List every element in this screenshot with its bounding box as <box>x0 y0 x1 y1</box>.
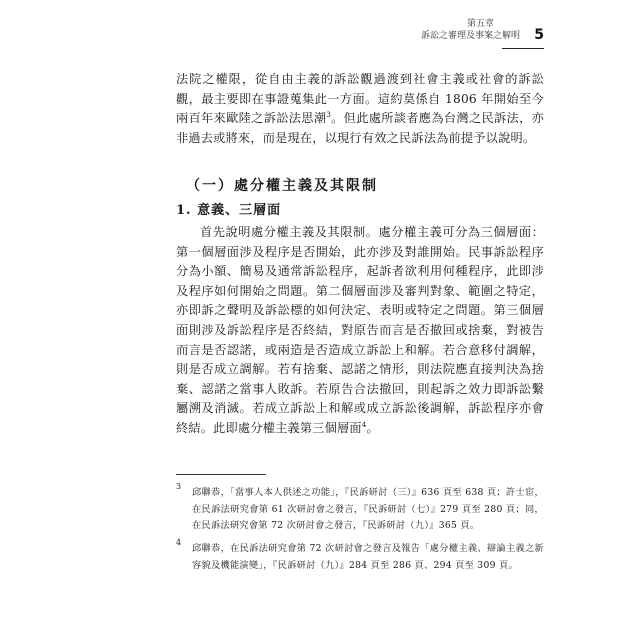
footnote-divider <box>176 474 266 475</box>
footnote-number: 3 <box>176 482 182 491</box>
footnote-number: 4 <box>176 538 182 547</box>
paragraph-disposition-text: 首先說明處分權主義及其限制。處分權主義可分為三個層面：第一個層面涉及程序是否開始，此亦涉及對誰開始。民事訴訟程序分為小額、簡易及通常訴訟程序，起訴者欲利用何種程序，此即涉及程序如何開始之問題。第二個層面涉及審判對象、範圍之特定，亦即訴之聲明及訴訟標的如何決定、表明或特定之問題。第三個層面則涉及訴訟程序是否終結，對原告而言是否撤回或捨棄，對被告而言是否認諾，或兩造是否造成立訴訟上和解。若合意移付調解，則是否成立調解。若有捨棄、認諾之情形，則法院應直接判決為捨棄、認諾之當事人敗訴。若原告合法撤回，則起訴之效力即訴訟繫屬溯及消滅。若成立訴訟上和解或成立訴訟後調解，訴訟程序亦會終結。此即處分權主義第三個層面 <box>176 225 544 435</box>
footnote-ref-3[interactable]: 3 <box>326 111 331 120</box>
paragraph-intro-text: 法院之權限，從自由主義的訴訟觀過渡到社會主義或社會的訴訟觀，最主要即在事證蒐集此一方面。這約莫係自 1806 年開始至今兩百年來歐陸之訴訟法思潮 <box>176 72 544 126</box>
footnote-ref-4[interactable]: 4 <box>361 420 367 429</box>
footnote-3 <box>176 481 544 535</box>
footnote-text: 邱聯恭，在民訴法研究會第 72 次研討會之發言及報告「處分權主義、辯論主義之新容貌及機能演變」，『民訴研討（九）』284 頁至 286 頁、294 頁至 309 頁。 <box>192 543 544 571</box>
paragraph-intro <box>176 70 544 148</box>
paragraph-intro-text-end: 。但此處所談者應為台灣之民訴法，亦非過去或將來，而是現在，以現行有效之民訴法為前提予以說明。 <box>176 111 544 145</box>
running-header <box>330 18 544 52</box>
subsection-heading: 1. 意義、三層面 <box>176 203 282 218</box>
paragraph-disposition <box>176 223 544 439</box>
page-number: 5 <box>534 27 544 43</box>
footnote-4 <box>176 537 544 574</box>
section-heading: （一）處分權主義及其限制 <box>186 178 378 194</box>
header-rule <box>502 48 544 49</box>
footnote-text: 邱聯恭，「當事人本人供述之功能」，『民訴研討（三）』636 頁至 638 頁；許士宦，在民訴法研究會第 61 次研討會之發言，『民訴研討（七）』279 頁至 280 頁；同，在民訴法研究會第 72 次研討會之發言，『民訴研討（九）』365 頁。 <box>192 487 544 531</box>
chapter-label: 第五章 <box>466 19 494 29</box>
chapter-title: 訴訟之審理及事案之解明 <box>420 31 520 41</box>
paragraph-disposition-text-end: 。 <box>366 420 379 435</box>
